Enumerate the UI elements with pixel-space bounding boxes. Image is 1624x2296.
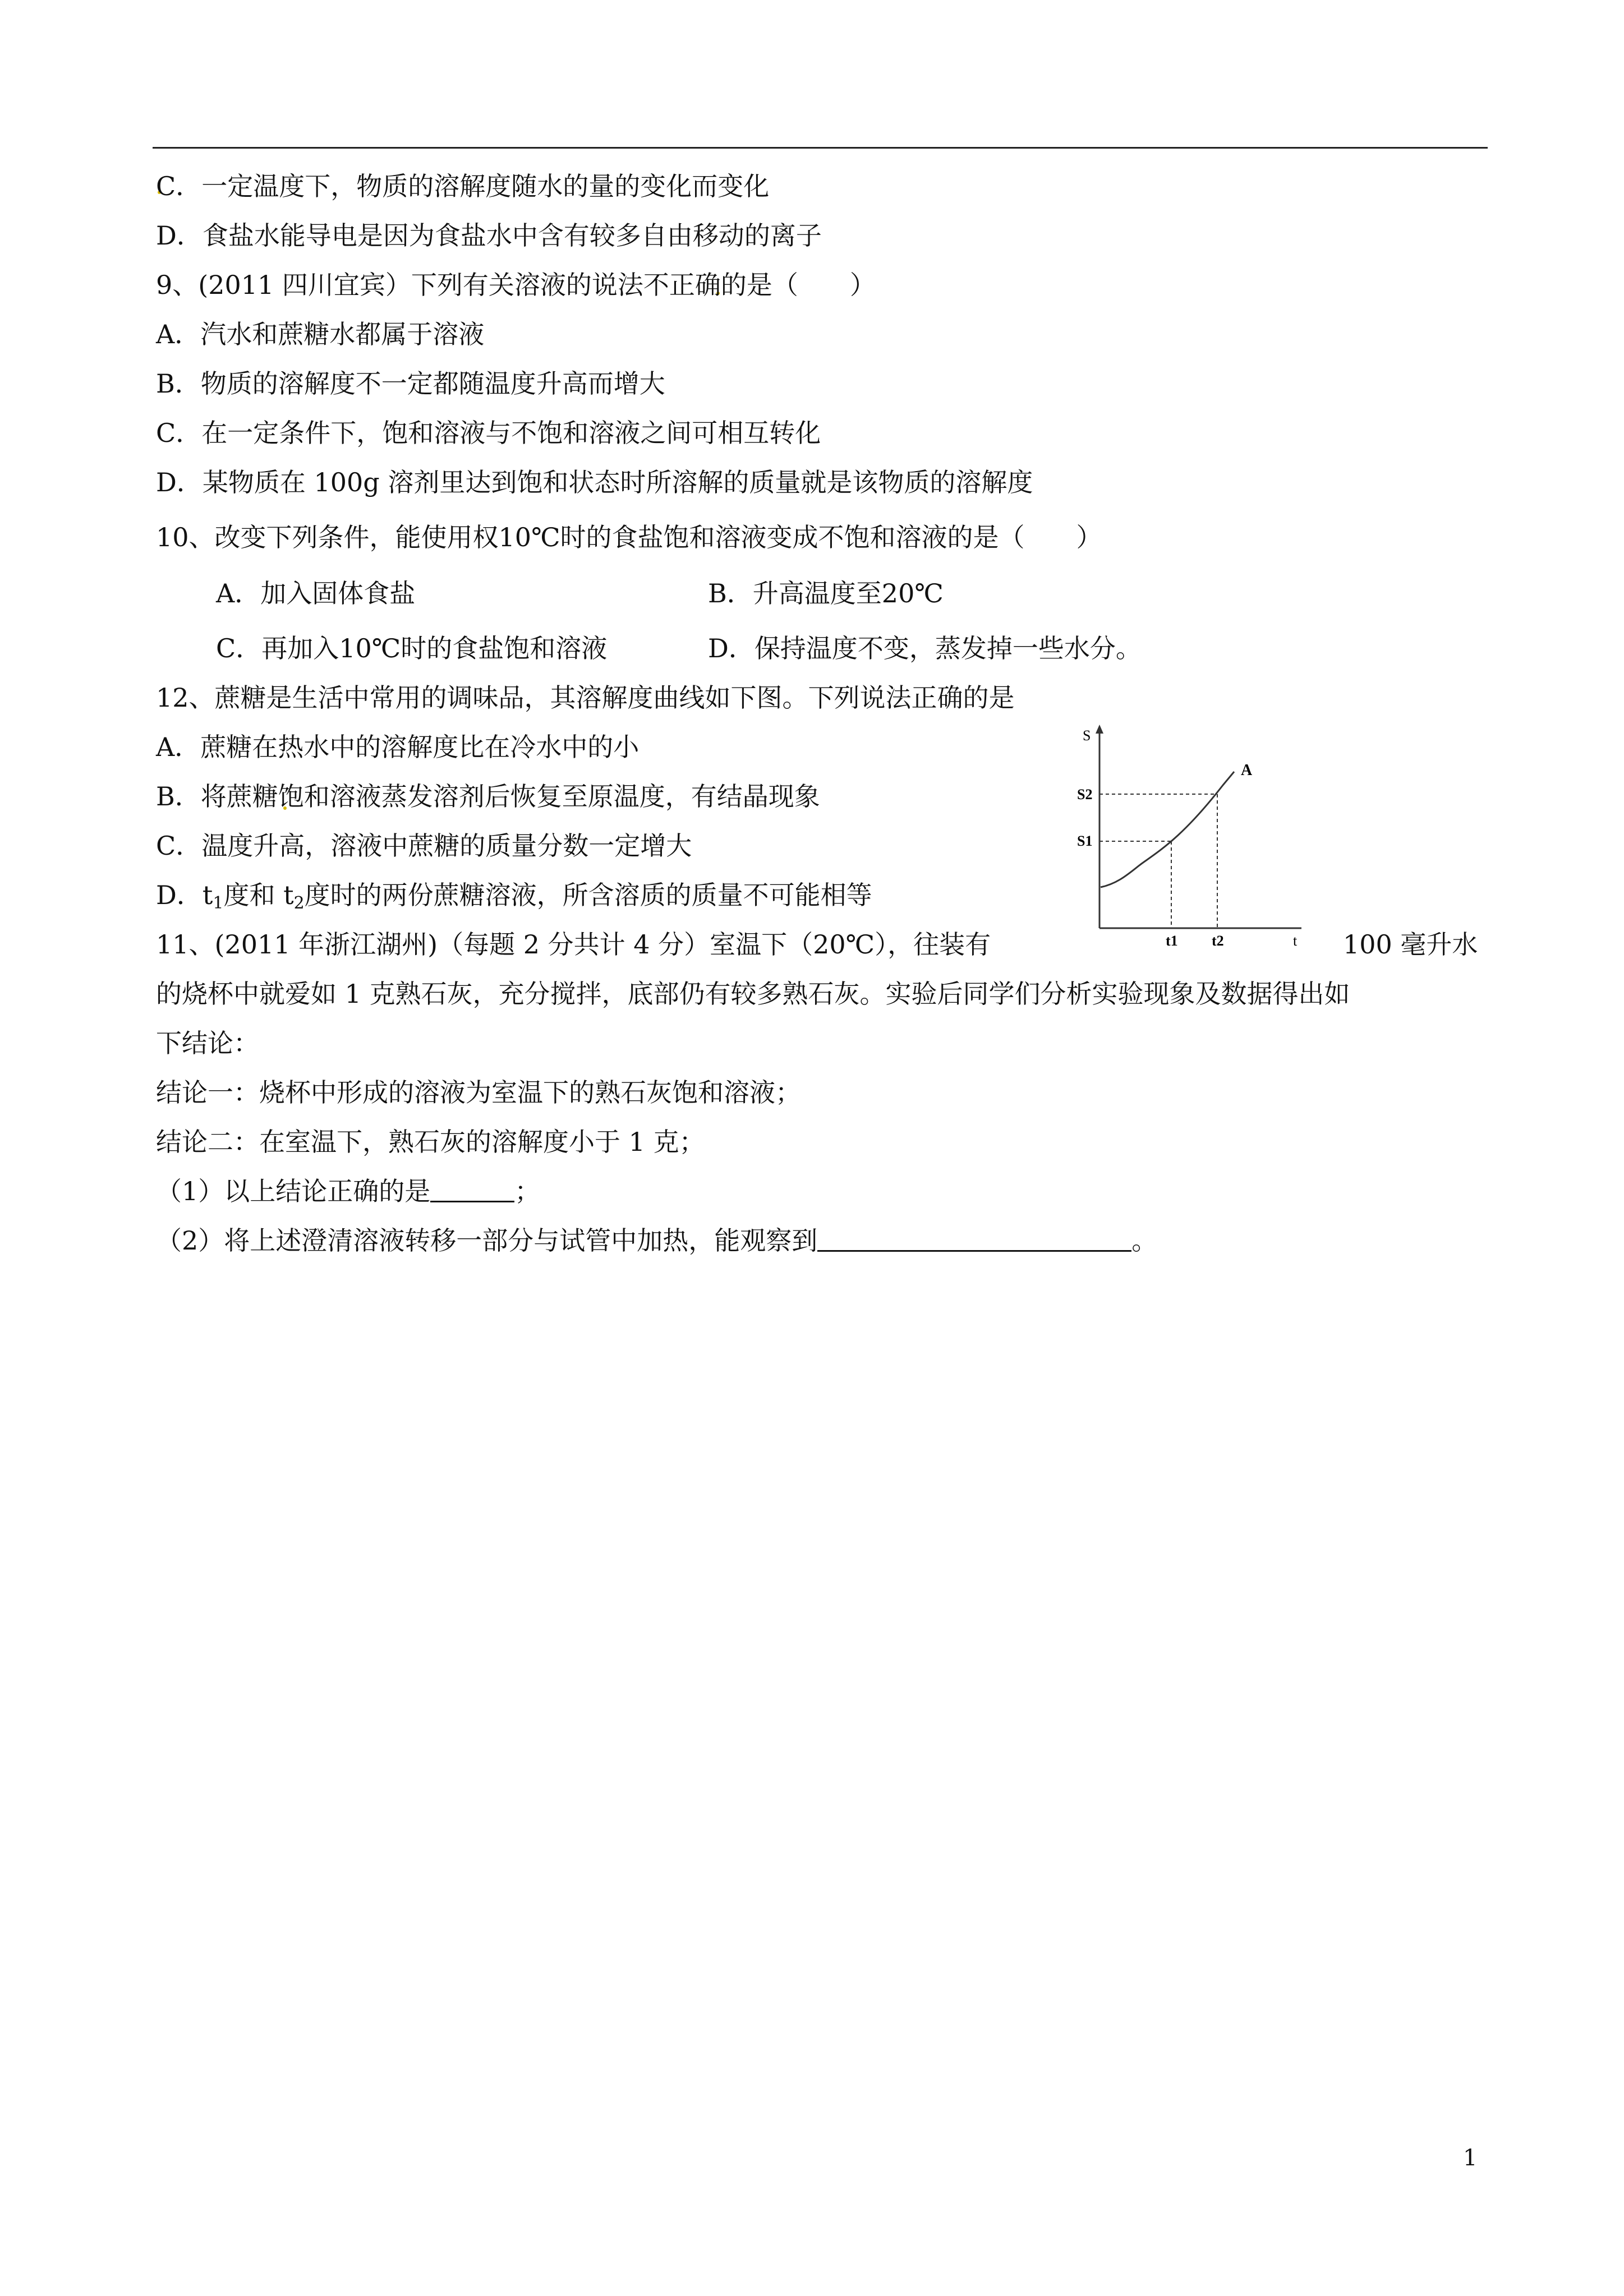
t2-label: t2 [1212, 933, 1224, 948]
solubility-graph [1066, 723, 1329, 948]
solubility-curve [1101, 772, 1234, 887]
q9-option-b: B．物质的溶解度不一定都随温度升高而增大 [156, 368, 665, 399]
s1-label: S1 [1077, 833, 1093, 849]
question-11-tail: 100 毫升水 [1343, 929, 1478, 960]
q12-option-a: A．蔗糖在热水中的溶解度比在冷水中的小 [156, 732, 640, 762]
answer-blank-1[interactable] [430, 1176, 514, 1202]
s2-label: S2 [1077, 786, 1093, 803]
q12-option-c: C．温度升高，溶液中蔗糖的质量分数一定增大 [156, 831, 692, 861]
curve-label: A [1241, 762, 1253, 779]
q9-option-a: A．汽水和蔗糖水都属于溶液 [156, 319, 485, 349]
conclusion-2: 结论二：在室温下，熟石灰的溶解度小于 1 克； [156, 1127, 705, 1157]
option-c-prev: C．一定温度下，物质的溶解度随水的量的变化而变化 [156, 171, 770, 201]
q12-option-b: B．将蔗糖饱和溶液蒸发溶剂后恢复至原温度，有结晶现象 [156, 781, 820, 812]
y-axis-label: S [1083, 727, 1091, 744]
q9-option-d: D．某物质在 100g 溶剂里达到饱和状态时所溶解的质量就是该物质的溶解度 [156, 467, 1033, 497]
q9-option-c: C．在一定条件下，饱和溶液与不饱和溶液之间可相互转化 [156, 418, 821, 448]
answer-blank-2[interactable] [817, 1225, 1131, 1252]
q10-option-c: C．再加入10℃时的食盐饱和溶液 [216, 633, 608, 663]
option-d-prev: D．食盐水能导电是因为食盐水中含有较多自由移动的离子 [156, 220, 822, 251]
conclusion-1: 结论一：烧杯中形成的溶液为室温下的熟石灰饱和溶液； [156, 1077, 801, 1108]
y-axis-arrow [1096, 725, 1103, 734]
question-11-line2: 的烧杯中就爱如 1 克熟石灰，充分搅拌，底部仍有较多熟石灰。实验后同学们分析实验现象及数据得出如 [156, 979, 1350, 1009]
sub-question-1: （1）以上结论正确的是 ； [156, 1176, 541, 1206]
header-rule [153, 147, 1488, 149]
question-10: 10、改变下列条件，能使用权10℃时的食盐饱和溶液变成不饱和溶液的是（ ） [156, 522, 1102, 552]
q12-option-d: D．$t_1$度和 $t_2$度时的两份蔗糖溶液，所含溶质的质量不可能相等 [156, 880, 872, 913]
q10-option-b: B．升高温度至20℃ [708, 578, 944, 608]
t1-label: t1 [1166, 933, 1178, 948]
page-number: 1 [1463, 2145, 1478, 2171]
q10-option-d: D．保持温度不变，蒸发掉一些水分。 [708, 633, 1142, 663]
q10-option-a: A．加入固体食盐 [216, 578, 416, 608]
sub-question-2: （2）将上述澄清溶液转移一部分与试管中加热，能观察到 。 [156, 1225, 1158, 1256]
question-11-line3: 下结论： [156, 1028, 259, 1058]
question-12: 12、蔗糖是生活中常用的调味品，其溶解度曲线如下图。下列说法正确的是 [156, 683, 1015, 713]
x-axis-label: t [1293, 933, 1298, 948]
question-9: 9、(2011 四川宜宾）下列有关溶液的说法不正确的是（ ） [156, 270, 876, 300]
question-11: 11、(2011 年浙江湖州)（每题 2 分共计 4 分）室温下（20℃），往装有 [156, 929, 991, 960]
